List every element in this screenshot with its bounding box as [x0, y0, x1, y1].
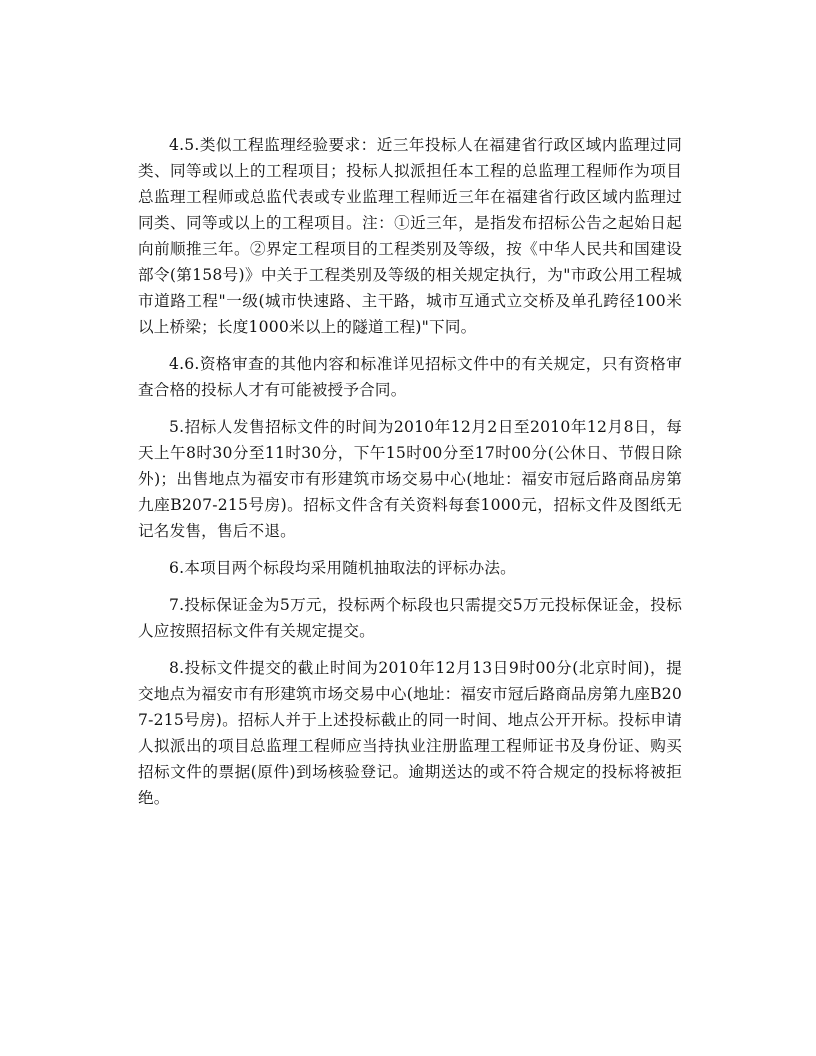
paragraph-6: 6.本项目两个标段均采用随机抽取法的评标办法。: [169, 559, 516, 577]
paragraph-4-6: 4.6.资格审查的其他内容和标准详见招标文件中的有关规定，只有资格审查合格的投标人才有可能被授予合同。: [138, 355, 682, 399]
paragraph-8: 8.投标文件提交的截止时间为2010年12月13日9时00分(北京时间)，提交地点为福安市有形建筑市场交易中心(地址：福安市冠后路商品房第九座B207-215号房)。招标人并于上述投标截止的同一时间、地点公开开标。投标申请人拟派出的项目总监理工程师应当持执业注册监理工程师证书及身份证、购买招标文件的票据(原件)到场核验登记。逾期送达的或不符合规定的投标将被拒绝。: [138, 659, 682, 807]
paragraph-5: 5.招标人发售招标文件的时间为2010年12月2日至2010年12月8日，每天上午8时30分至11时30分，下午15时00分至17时00分(公休日、节假日除外)；出售地点为福安市有形建筑市场交易中心(地址：福安市冠后路商品房第九座B207-215号房)。招标文件含有关资料每套1000元，招标文件及图纸无记名发售，售后不退。: [138, 418, 682, 540]
document-body: [138, 132, 682, 822]
paragraph-7: 7.投标保证金为5万元，投标两个标段也只需提交5万元投标保证金，投标人应按照招标文件有关规定提交。: [138, 596, 682, 640]
paragraph-4-5: 4.5.类似工程监理经验要求：近三年投标人在福建省行政区域内监理过同类、同等或以上的工程项目；投标人拟派担任本工程的总监理工程师作为项目总监理工程师或总监代表或专业监理工程师近三年在福建省行政区域内监理过同类、同等或以上的工程项目。注：①近三年，是指发布招标公告之起始日起向前顺推三年。②界定工程项目的工程类别及等级，按《中华人民共和国建设部令(第158号)》中关于工程类别及等级的相关规定执行，为"市政公用工程城市道路工程"一级(城市快速路、主干路，城市互通式立交桥及单孔跨径100米以上桥梁；长度1000米以上的隧道工程)"下同。: [138, 136, 682, 336]
